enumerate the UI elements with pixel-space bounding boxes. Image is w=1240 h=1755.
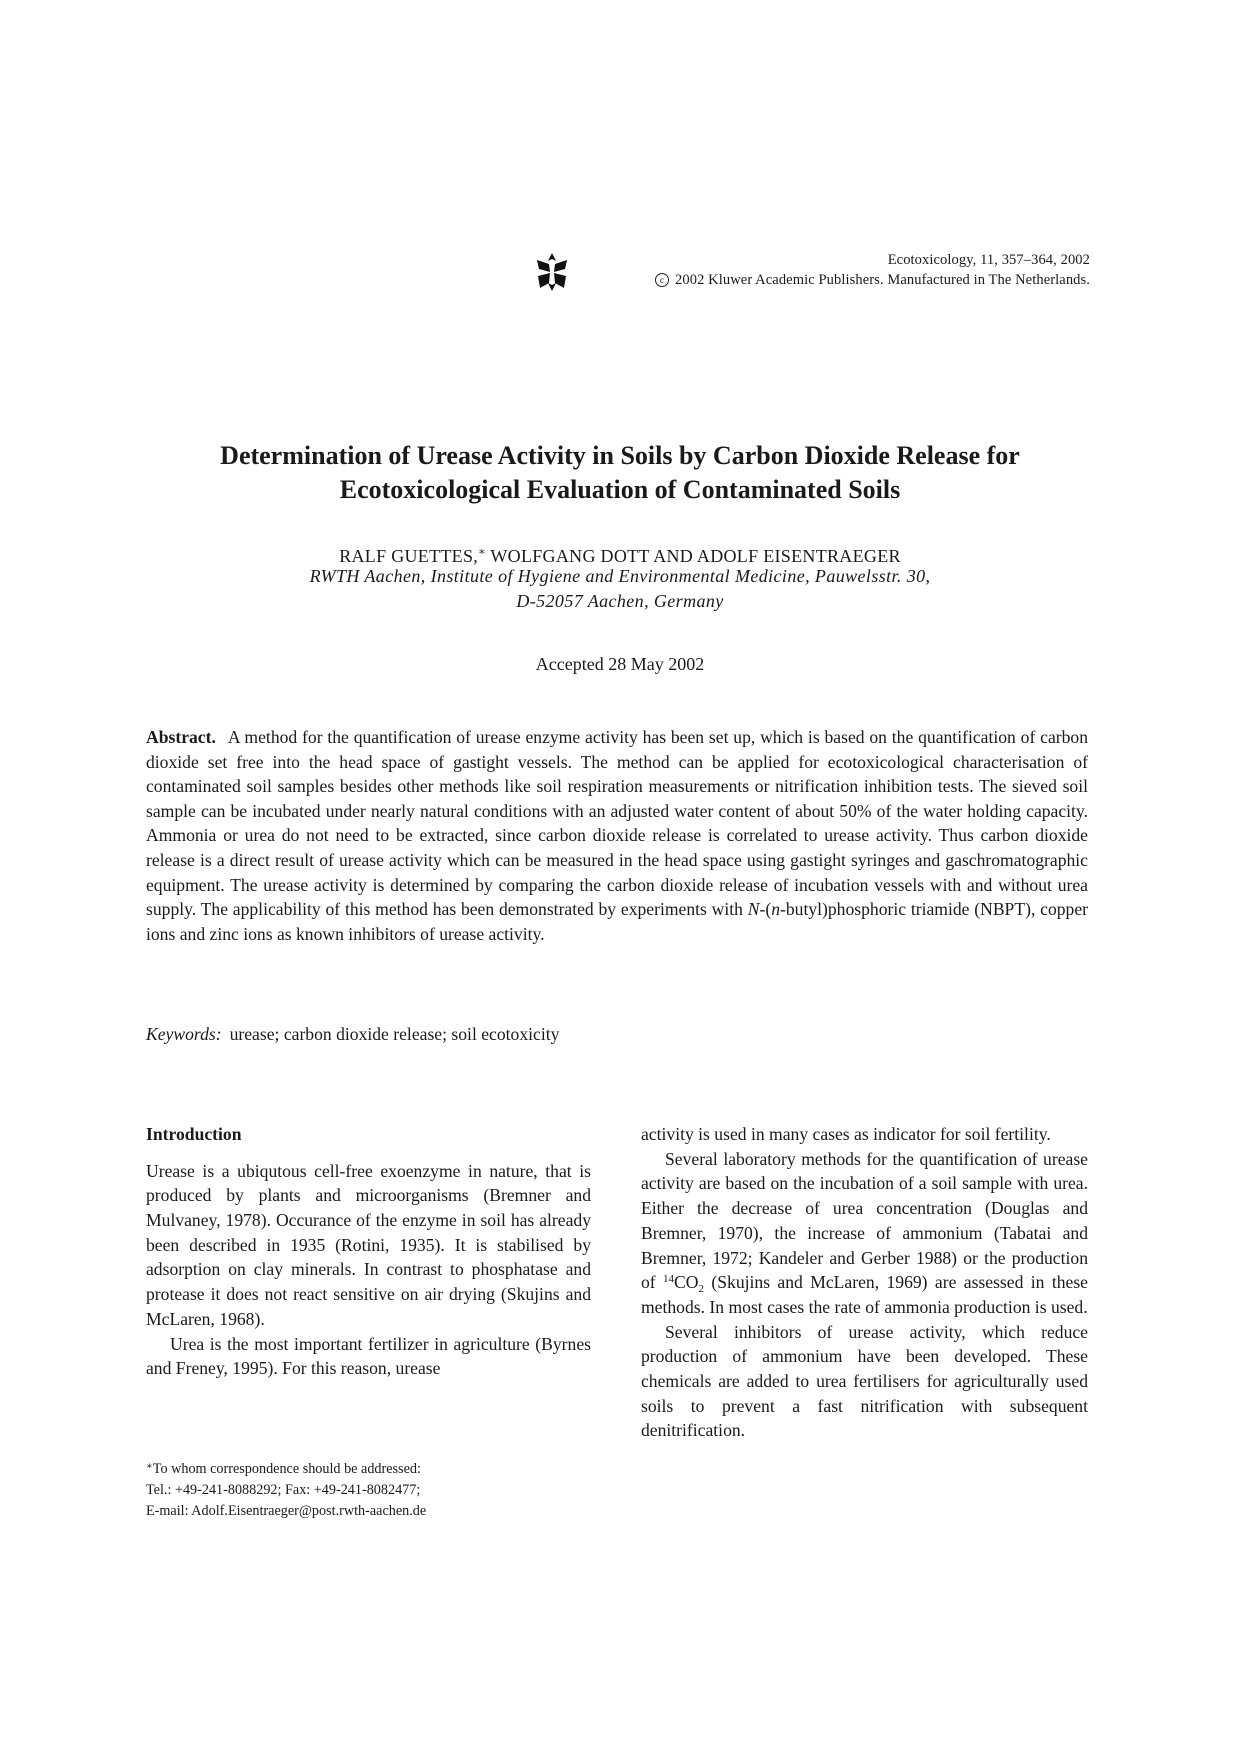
publisher-text: 2002 Kluwer Academic Publishers. Manufactured in The Netherlands. (675, 272, 1090, 288)
keywords (146, 1022, 1088, 1046)
isotope-superscript: 14 (663, 1273, 675, 1286)
paragraph: Urease is a ubiqutous cell-free exoenzyme in nature, that is produced by plants and microorganisms (Bremner and Mulvaney, 1978). Occurance of the enzyme in soil has already been described in 1935 (Rotini, 1935). It is stabilised by adsorption on clay minerals. In contrast to phosphatase and protease it does not react sensitive on air drying (Skujins and McLaren, 1968). (146, 1160, 591, 1329)
paragraph: Urea is the most important fertilizer in agriculture (Byrnes and Freney, 1995). For this reason, urease (146, 1333, 591, 1379)
section-heading-introduction: Introduction (146, 1124, 242, 1144)
correspondence-marker: ∗ (478, 546, 486, 558)
footnote-text: To whom correspondence should be addressed: (152, 1461, 421, 1477)
footnote (146, 1456, 591, 1522)
journal-header (535, 250, 1090, 294)
paragraph: Several inhibitors of urease activity, which reduce production of ammonium have been developed. These chemicals are added to urea fertilisers for agriculturally used soils to prevent a fast nitrification with subsequent denitrification. (641, 1321, 1088, 1441)
footnote-marker: ∗ (146, 1461, 153, 1472)
chem-dash: -( (759, 899, 772, 920)
abstract-text-before: A method for the quantification of urease enzyme activity has been set up, which is based on the quantification of carbon dioxide set free into the head space of gastight vessels. The method can be applied for ecotoxicological characterisation of contaminated soil samples besides other methods like soil respiration measurements or nitrification inhibition tests. The sieved soil sample can be incubated under nearly natural conditions with an adjusted water content of about 50% of the water holding capacity. Ammonia or urea do not need to be extracted, since carbon dioxide release is correlated to urease activity. Thus carbon dioxide release is a direct result of urease activity which can be measured in the head space using gastight syringes and gaschromatographic equipment. The urease activity is determined by comparing the carbon dioxide release of incubation vessels with and without urea supply. The applicability of this method has been demonstrated by experiments with (146, 727, 1088, 920)
paragraph: activity is used in many cases as indicator for soil fertility. (641, 1124, 1051, 1144)
footnote-line-3: E-mail: Adolf.Eisentraeger@post.rwth-aachen.de (146, 1503, 427, 1519)
keyword-item: ; soil ecotoxicity (442, 1024, 559, 1044)
abstract-text-after: -butyl)phosphoric triamide (NBPT), copper ions and zinc ions as known inhibitors of urease activity. (146, 899, 1089, 944)
keyword-item: urease (229, 1024, 275, 1044)
title-line-1: Determination of Urease Activity in Soils by Carbon Dioxide Release for (220, 441, 1020, 470)
chem-n: N (747, 899, 760, 920)
footnote-line-1 (146, 1456, 591, 1480)
right-column (641, 1122, 1088, 1443)
left-column (146, 1122, 591, 1381)
journal-citation: Ecotoxicology, 11, 357–364, 2002 (887, 252, 1090, 268)
journal-info (655, 250, 1090, 290)
copyright-line (655, 270, 1090, 290)
author-first: RALF GUETTES, (339, 546, 479, 566)
copyright-icon: c (655, 273, 669, 287)
paragraph-text: Several laboratory methods for the quantification of urease activity are based on the incubation of a soil sample with urea. Either the decrease of urea concentration (Douglas and Bremner, 1970), the increase of ammonium (Tabatai and Bremner, 1972; Kandeler and Gerber 1988) or the production of (641, 1148, 1088, 1293)
formula-text: CO (674, 1272, 699, 1293)
accepted-date: Accepted 28 May 2002 (535, 654, 705, 674)
paragraph (641, 1147, 1088, 1320)
footnote-line-2: Tel.: +49-241-8088292; Fax: +49-241-8082477; (146, 1482, 421, 1498)
publisher-logo-icon (535, 252, 569, 292)
keyword-item: ; carbon dioxide release (275, 1024, 443, 1044)
chem-nbutyl: n (771, 899, 780, 920)
affiliation-line-1: RWTH Aachen, Institute of Hygiene and Environmental Medicine, Pauwelsstr. 30, (309, 566, 931, 586)
formula-subscript: 2 (698, 1283, 704, 1296)
author-rest: WOLFGANG DOTT AND ADOLF EISENTRAEGER (485, 546, 901, 566)
paper-title (140, 439, 1100, 507)
abstract-label: Abstract. (146, 727, 216, 747)
paragraph-text: (Skujins and McLaren, 1969) are assessed in these methods. In most cases the rate of ammonia production is used. (641, 1272, 1088, 1317)
affiliation (140, 564, 1100, 614)
title-line-2: Ecotoxicological Evaluation of Contaminated Soils (339, 475, 901, 504)
affiliation-line-2: D-52057 Aachen, Germany (516, 591, 724, 611)
abstract (146, 725, 1088, 946)
keywords-label: Keywords: (146, 1024, 222, 1044)
